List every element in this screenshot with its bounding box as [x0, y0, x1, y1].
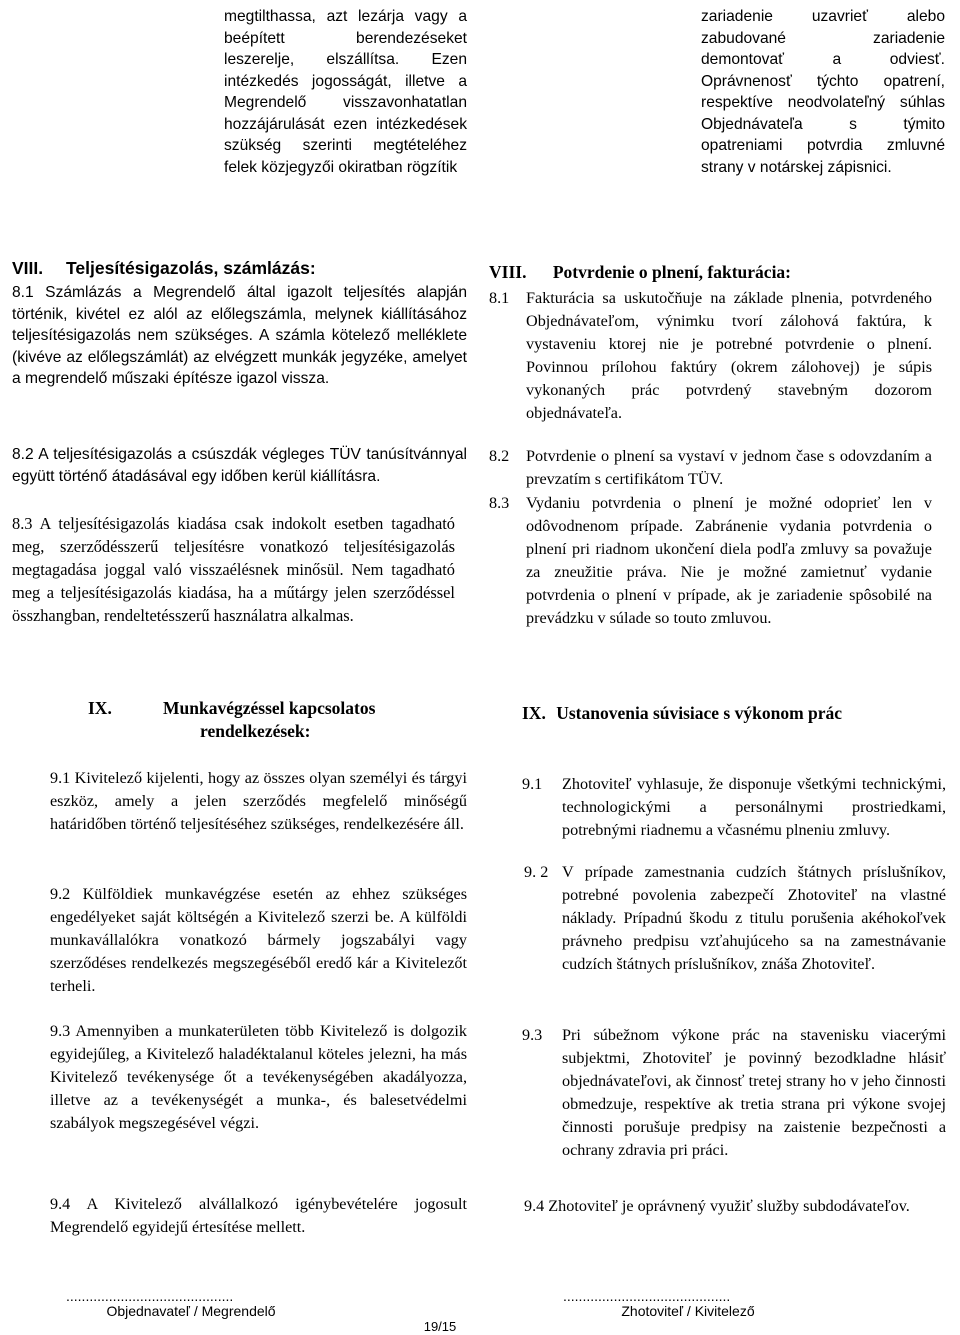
sk-intro: zariadenie uzavrieť alebo zabudované zariadenie demontovať a odviesť. Oprávnenosť týchto opatrení, respektíve neodvolateľný súhlas Objednávateľa s týmito opatreniami potvrdia zmluvné strany v notárskej zápisnici.: [701, 8, 945, 176]
sk-paragraph-8-2-text: Potvrdenie o plnení sa vystaví v jednom čase s odovzdaním a prevzatím s certifikátom TÜV.: [526, 447, 932, 488]
hu-section-9-title-line-1: Munkavégzéssel kapcsolatos: [163, 698, 376, 718]
hu-paragraph-9-2: 9.2 Külföldiek munkavégzése esetén az ehhez szükséges engedélyeket saját költségén a Kivitelező szerzi be. A külföldi munkavállalókra vonatkozó bármely jogszabályi vagy szerződéses rendelkezés megszegéséből eredő kár a Kivitelezőt terheli.: [50, 885, 467, 995]
hu-section-8-title: Teljesítésigazolás, számlázás:: [66, 258, 316, 278]
sk-paragraph-8-3-number: 8.3: [489, 494, 510, 512]
sk-paragraph-9-3-number: 9.3: [522, 1026, 543, 1044]
sk-paragraph-9-2-number: 9. 2: [524, 863, 549, 881]
page-number: 19/15: [423, 1319, 457, 1334]
sk-paragraph-8-2-number: 8.2: [489, 447, 510, 465]
sk-section-9-title: Ustanovenia súvisiace s výkonom prác: [556, 703, 843, 723]
signature-dots-right: ...........................................: [563, 1288, 731, 1304]
sk-section-9-number: IX.: [522, 703, 546, 723]
sk-paragraph-9-1-text: Zhotoviteľ vyhlasuje, že disponuje všetkými technickými, technologickými a personálnymi prostriedkami, potrebnými riadnemu a včasnému plneniu zmluvy.: [562, 775, 946, 839]
hu-section-9-number: IX.: [88, 698, 112, 718]
hu-paragraph-9-1: 9.1 Kivitelező kijelenti, hogy az összes olyan személyi és tárgyi eszköz, amely a jelen szerződés megfelelő minőségű határidőben történő teljesítéséhez szükséges, rendelkezésére áll.: [50, 769, 467, 833]
sk-paragraph-8-1-number: 8.1: [489, 289, 510, 307]
signature-label-left: Objednavateľ / Megrendelő: [106, 1303, 276, 1319]
sk-section-8-number: VIII.: [489, 262, 527, 282]
sk-paragraph-8-1-text: Fakturácia sa uskutočňuje na základe plnenia, potvrdeného Objednávateľom, výnimku tvorí zálohová faktúra, k vystaveniu ktorej nie je potrebné potvrdenie o plnení. Povinnou prílohou faktúry (okrem zálohovej) je súpis vykonaných prác potvrdený stavebným dozorom objednávateľa.: [526, 289, 932, 422]
sk-paragraph-8-3-text: Vydaniu potvrdenia o plnení je možné odoprieť len v odôvodnenom prípade. Zabránenie vydania potvrdenia o plnení pri riadnom ukončení diela podľa zmluvy sa považuje za zneužitie práva. Nie je možné zamietnuť vydanie potvrdenia o plnení v prípade, ak je zariadenie spôsobilé na prevádzku v súlade so touto zmluvou.: [526, 494, 932, 627]
sk-paragraph-9-1-number: 9.1: [522, 775, 543, 793]
sk-paragraph-9-4: 9.4 Zhotoviteľ je oprávnený využiť služby subdodávateľov.: [524, 1197, 910, 1215]
hu-paragraph-9-4: 9.4 A Kivitelező alvállalkozó igénybevételére jogosult Megrendelő egyidejű értesítése mellett.: [50, 1195, 467, 1236]
sk-section-8-heading: [489, 262, 791, 283]
hu-section-8-number: VIII.: [12, 258, 44, 278]
hu-paragraph-9-3: 9.3 Amennyiben a munkaterületen több Kivitelező is dolgozik egyidejűleg, a Kivitelező haladéktalanul köteles jelezni, ha más Kivitelező tevékenysége őt a tevékenységében akadályozza, illetve az a tevékenységét a munka-, és balesetvédelmi szabályok megszegésével végzi.: [50, 1022, 467, 1132]
signature-dots-left: ...........................................: [66, 1288, 234, 1304]
hu-intro: megtilthassa, azt lezárja vagy a beépített berendezéseket leszerelje, elszállítsa. Ezen intézkedés jogosságát, illetve a Megrendelő visszavonhatatlan hozzájárulását ezen intézkedések szükség szerinti megtételéhez felek közjegyzői okiratban rögzítik: [224, 8, 467, 176]
hu-paragraph-8-3: 8.3 A teljesítésigazolás kiadása csak indokolt esetben tagadható meg, szerződésszerű teljesítésre vonatkozó teljesítésigazolás megtagadása joggal való visszaélésnek minősül. Nem tagadható meg a teljesítésigazolás kiadása, ha a műtárgy jelen szerződéssel összhangban, rendeltetésszerű használatra alkalmas.: [12, 514, 455, 625]
hu-section-9-title-line-2: rendelkezések:: [200, 721, 311, 741]
signature-label-right: Zhotoviteľ / Kivitelező: [621, 1303, 755, 1319]
sk-section-9-heading: [522, 703, 842, 724]
sk-paragraph-9-3-text: Pri súbežnom výkone prác na stavenisku viacerými subjektmi, Zhotoviteľ je povinný bezodkladne hlásiť objednávateľovi, ak činnosť tretej strany ho v jeho činnosti obmedzuje, respektíve ak tretia strana pri výkone svojej činnosti porušuje predpisy na zaistenie bezpečnosti a ochrany zdravia pri práci.: [562, 1026, 946, 1159]
sk-paragraph-9-2-text: V prípade zamestnania cudzích štátnych príslušníkov, potrebné povolenia zabezpečí Zhotoviteľ na vlastné náklady. Prípadnú škodu z titulu porušenia akéhokoľvek právneho predpisu vzťahujúceho sa na zamestnávanie cudzích štátnych príslušníkov, znáša Zhotoviteľ.: [562, 863, 946, 973]
hu-paragraph-8-1: 8.1 Számlázás a Megrendelő által igazolt teljesítés alapján történik, kivétel ez alól az előlegszámla, melynek kiállításához teljesítésigazolás nem szükséges. A számla kötelező melléklete (kivéve az előlegszámlát) az elvégzett munkák jegyzéke, amelyet a megrendelő műszaki építésze igazol vissza.: [12, 284, 467, 387]
hu-paragraph-8-2: 8.2 A teljesítésigazolás a csúszdák végleges TÜV tanúsítvánnyal együtt történő átadásával egy időben kerül kiállításra.: [12, 446, 467, 485]
sk-section-8-title: Potvrdenie o plnení, fakturácia:: [552, 262, 792, 282]
hu-section-8-heading: [12, 258, 316, 279]
